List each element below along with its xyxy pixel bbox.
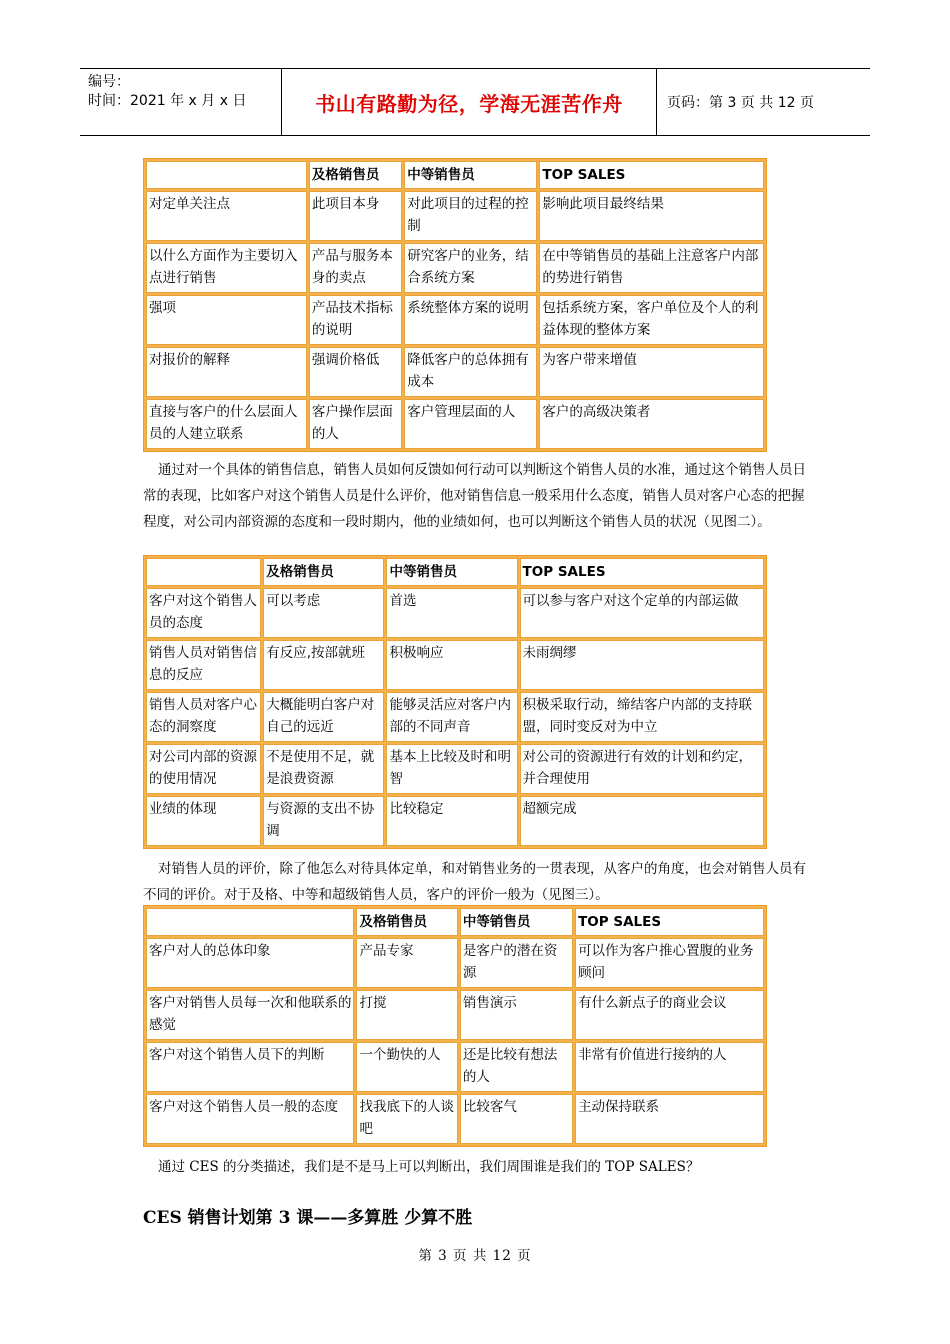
header-page-code: 页码：第 3 页 共 12 页: [667, 95, 814, 111]
time-label: 时间：2021 年 x 月 x 日: [88, 93, 247, 109]
table-cell: 打搅: [356, 990, 457, 1040]
paragraph-3: 通过 CES 的分类描述，我们是不是马上可以判断出，我们周围谁是我们的 TOP SALES？: [158, 1159, 700, 1175]
table-cell: 可以作为客户推心置腹的业务顾问: [575, 938, 764, 988]
row-label-cell: 销售人员对客户心态的洞察度: [146, 692, 261, 742]
header-meta: [80, 69, 282, 135]
paragraph-2: 对销售人员的评价，除了他怎么对待具体定单，和对销售业务的一贯表现，从客户的角度，也会对销售人员有不同的评价。对于及格、中等和超级销售人员，客户的评价一般为（见图三）。: [143, 861, 806, 903]
table-cell: 是客户的潜在资源: [460, 938, 573, 988]
table-header-row: [146, 161, 764, 189]
table-cell: 不是使用不足，就是浪费资源: [263, 744, 384, 794]
table-cell: 对此项目的过程的控制: [404, 191, 537, 241]
table-cell: 系统整体方案的说明: [404, 295, 537, 345]
row-label-cell: 业绩的体现: [146, 796, 261, 846]
table-cell: 为客户带来增值: [539, 347, 764, 397]
header-cell: TOP SALES: [575, 908, 764, 936]
row-label-cell: 销售人员对销售信息的反应: [146, 640, 261, 690]
header-cell: TOP SALES: [539, 161, 764, 189]
row-label-cell: 客户对这个销售人员的态度: [146, 588, 261, 638]
table-cell: 有什么新点子的商业会议: [575, 990, 764, 1040]
table-row: [146, 191, 764, 241]
table-cell: 比较客气: [460, 1094, 573, 1144]
table-cell: 还是比较有想法的人: [460, 1042, 573, 1092]
table-cell: 包括系统方案，客户单位及个人的利益体现的整体方案: [539, 295, 764, 345]
table-cell: 基本上比较及时和明智: [386, 744, 517, 794]
table-cell: 强调价格低: [309, 347, 402, 397]
page-footer: 第 3 页 共 12 页: [418, 1248, 532, 1264]
table-cell: 超额完成: [520, 796, 764, 846]
table-cell: 有反应,按部就班: [263, 640, 384, 690]
table-cell: 影响此项目最终结果: [539, 191, 764, 241]
row-label-cell: 客户对销售人员每一次和他联系的感觉: [146, 990, 354, 1040]
table-row: [146, 938, 764, 988]
table-row: [146, 640, 764, 690]
row-label-cell: 客户对这个销售人员一般的态度: [146, 1094, 354, 1144]
table-cell: 客户管理层面的人: [404, 399, 537, 449]
table-cell: 在中等销售员的基础上注意客户内部的势进行销售: [539, 243, 764, 293]
header-cell: 中等销售员: [460, 908, 573, 936]
header-cell: 及格销售员: [356, 908, 457, 936]
table-cell: 产品与服务本身的卖点: [309, 243, 402, 293]
table-cell: 销售演示: [460, 990, 573, 1040]
table-cell: 比较稳定: [386, 796, 517, 846]
table-cell: 产品技术指标的说明: [309, 295, 402, 345]
table-cell: 对公司的资源进行有效的计划和约定，并合理使用: [520, 744, 764, 794]
table-cell: 非常有价值进行接纳的人: [575, 1042, 764, 1092]
header-cell: [146, 558, 261, 586]
table-cell: 降低客户的总体拥有成本: [404, 347, 537, 397]
header-cell: [146, 908, 354, 936]
table-cell: 研究客户的业务，结合系统方案: [404, 243, 537, 293]
row-label-cell: 客户对这个销售人员下的判断: [146, 1042, 354, 1092]
table-row: [146, 295, 764, 345]
salesperson-level-table-3: [143, 905, 767, 1147]
header-cell: [146, 161, 307, 189]
row-label-cell: 以什么方面作为主要切入点进行销售: [146, 243, 307, 293]
table-header-row: [146, 908, 764, 936]
table-row: [146, 243, 764, 293]
table-cell: 产品专家: [356, 938, 457, 988]
salesperson-level-table-2: [143, 555, 767, 849]
row-label-cell: 客户对人的总体印象: [146, 938, 354, 988]
row-label-cell: 对公司内部的资源的使用情况: [146, 744, 261, 794]
table-cell: 未雨绸缪: [520, 640, 764, 690]
table-cell: 积极采取行动，缔结客户内部的支持联盟，同时变反对为中立: [520, 692, 764, 742]
table-row: [146, 1042, 764, 1092]
salesperson-level-table-1: [143, 158, 767, 452]
table-cell: 找我底下的人谈吧: [356, 1094, 457, 1144]
header-cell: 中等销售员: [386, 558, 517, 586]
table-header-row: [146, 558, 764, 586]
table-row: [146, 744, 764, 794]
header-cell: 中等销售员: [404, 161, 537, 189]
table-cell: 可以参与客户对这个定单的内部运做: [520, 588, 764, 638]
table-row: [146, 990, 764, 1040]
table-row: [146, 588, 764, 638]
table-row: [146, 399, 764, 449]
table-cell: 积极响应: [386, 640, 517, 690]
table-row: [146, 347, 764, 397]
table-row: [146, 692, 764, 742]
header-cell: TOP SALES: [520, 558, 764, 586]
row-label-cell: 对报价的解释: [146, 347, 307, 397]
number-label: 编号：: [88, 74, 130, 90]
row-label-cell: 对定单关注点: [146, 191, 307, 241]
table-cell: 能够灵活应对客户内部的不同声音: [386, 692, 517, 742]
row-label-cell: 直接与客户的什么层面人员的人建立联系: [146, 399, 307, 449]
row-label-cell: 强项: [146, 295, 307, 345]
table-cell: 大概能明白客户对自己的远近: [263, 692, 384, 742]
table-row: [146, 1094, 764, 1144]
paragraph-1: 通过对一个具体的销售信息，销售人员如何反馈如何行动可以判断这个销售人员的水准，通过这个销售人员日常的表现，比如客户对这个销售人员是什么评价，他对销售信息一般采用什么态度，销售人员对客户心态的把握程度，对公司内部资源的态度和一段时期内，他的业绩如何，也可以判断这个销售人员的状况（见图二）。: [143, 462, 806, 530]
table-cell: 客户的高级决策者: [539, 399, 764, 449]
table-cell: 客户操作层面的人: [309, 399, 402, 449]
table-cell: 主动保持联系: [575, 1094, 764, 1144]
table-cell: 一个勤快的人: [356, 1042, 457, 1092]
header-motto: 书山有路勤为径，学海无涯苦作舟: [282, 69, 657, 135]
table-cell: 此项目本身: [309, 191, 402, 241]
table-cell: 首选: [386, 588, 517, 638]
table-cell: 可以考虑: [263, 588, 384, 638]
section-heading: CES 销售计划第 3 课——多算胜 少算不胜: [143, 1208, 473, 1228]
table-row: [146, 796, 764, 846]
header-cell: 及格销售员: [263, 558, 384, 586]
page-header: [80, 68, 870, 136]
header-cell: 及格销售员: [309, 161, 402, 189]
table-cell: 与资源的支出不协调: [263, 796, 384, 846]
